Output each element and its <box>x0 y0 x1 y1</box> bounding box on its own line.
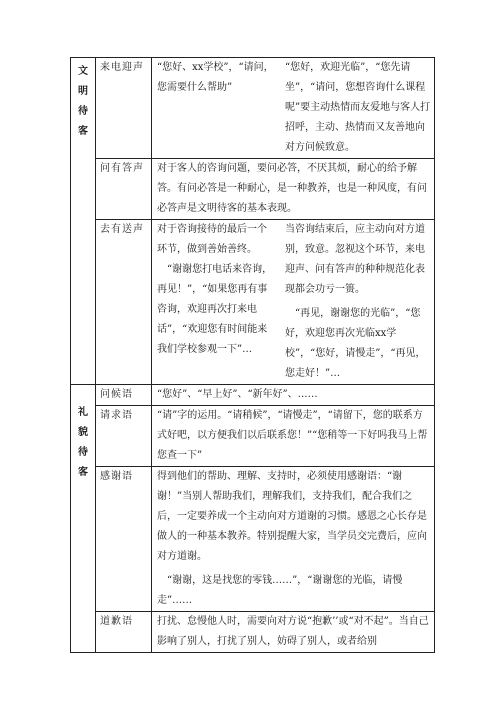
row-label: 问候语 <box>96 385 152 406</box>
row-label: 感谢语 <box>96 467 152 612</box>
row-content: “您好”、“早上好”、“新年好”、…… <box>152 385 435 406</box>
table-row <box>71 58 435 159</box>
row-content: 得到他们的帮助、理解、支持时，必须使用感谢语：“谢谢！”当别人帮助我们，理解我们，支持我们，配合我们之后，一定要养成一个主动向对方道谢的习惯。感恩之心长存是做人的一种基本教养。特别提醒大家，当学员交完费后，应向对方道谢。 “谢谢，这是找您的零钱……”，“谢谢您的光临，请慢走”…… <box>152 467 435 612</box>
content-left: “您好、xx学校”，“请问，您需要什么帮助” <box>157 62 274 93</box>
row-label: 去有送声 <box>96 220 152 385</box>
content-right: “您好，欢迎光临”，“您先请坐”，“请问，您想咨询什么课程呢”要主动热情而友爱地与客人打招呼，主动、热情而又友善地向对方问候致意。 <box>285 62 431 153</box>
content-left: 对于咨询接待的最后一个环节，做到善始善终。 “谢谢您打电话来咨询，再见！”，“如果您再有事咨询，欢迎再次打来电话”，“欢迎您有时间能来我们学校参观一下”… <box>157 224 273 355</box>
table-row <box>71 406 435 467</box>
row-content <box>152 58 435 159</box>
row-content: 打扰、怠慢他人时，需要向对方说“抱歉’’或“对不起”。当自己影响了别人，打扰了别人，妨碍了别人，或者给别 <box>152 612 435 653</box>
row-label: 问有答声 <box>96 159 152 220</box>
table-row <box>71 220 435 385</box>
row-label: 道歉语 <box>96 612 152 653</box>
section-title-polite: 礼 貌 待 客 <box>71 385 96 653</box>
row-label: 来电迎声 <box>96 58 152 159</box>
table-row <box>71 159 435 220</box>
section-title-civil: 文 明 待 客 <box>71 58 96 385</box>
table-row <box>71 612 435 653</box>
row-label: 请求语 <box>96 406 152 467</box>
table-row <box>71 467 435 612</box>
row-content: 对于客人的咨询问题，要问必答，不厌其烦，耐心的给予解答。有问必答是一种耐心，是一种教养，也是一种风度，有问必答声是文明待客的基本表现。 <box>152 159 435 220</box>
table-row <box>71 385 435 406</box>
row-content <box>152 220 435 385</box>
content-right: 当咨询结束后，应主动向对方道别，致意。忽视这个环节，来电迎声、问有答声的种种规范化表现都会功亏一篑。 “再见，谢谢您的光临”，“您好，欢迎您再次光临xx学校”，“您好，请慢走”，“再见，您走好！”… <box>285 224 426 379</box>
etiquette-table <box>70 57 435 653</box>
row-content: “请”字的运用。“请稍候”，“请慢走”，“请留下，您的联系方式好吧，以方便我们以后联系您！”“您稍等一下好吗我马上帮您查一下” <box>152 406 435 467</box>
